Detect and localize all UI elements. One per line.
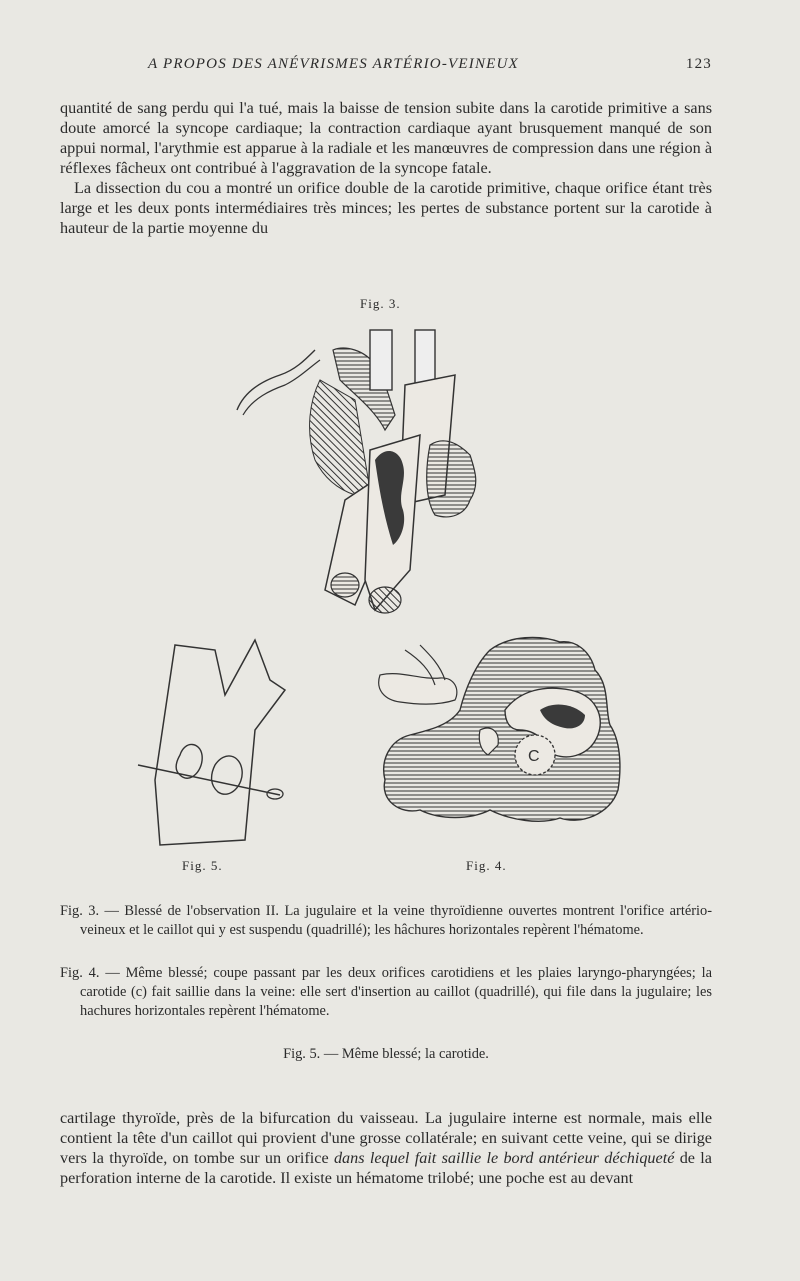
- figure-5-illustration: [130, 630, 300, 850]
- paragraph-top-line1: quantité de sang perdu qui l'a tué, mais la baisse de tension subite dans la carotide primitive a sans doute amorcé la syncope cardiaque; la contraction cardiaque ayant brusquement manqué de son appui normal, l'arythmie est apparue à la radiale et les manœuvres de compression dans une région à réflexes fâcheux ont contribué à l'aggravation de la syncope fatale.: [60, 99, 712, 177]
- running-title: A PROPOS DES ANÉVRISMES ARTÉRIO-VEINEUX: [148, 56, 519, 72]
- fig5-label: Fig. 5.: [182, 858, 223, 873]
- page-number: 123: [685, 56, 712, 72]
- caption-fig4: [60, 964, 712, 1021]
- figure-4-illustration: [360, 630, 630, 830]
- caption-fig5-text: Fig. 5. — Même blessé; la carotide.: [283, 1046, 489, 1062]
- paragraph-bottom-italic: dans lequel fait saillie le bord antérieur déchiqueté: [333, 1149, 675, 1167]
- caption-fig5: [60, 1045, 712, 1064]
- paragraph-bottom-start: cartilage thyroïde, près de la bifurcation du vaisseau. La jugulaire interne est normale, mais elle contient la tête d'un caillot qui provient d'une grosse collatérale; en suivant cette veine, qui se dirige vers la thyroïde, on tombe sur un orifice: [60, 1109, 712, 1167]
- caption-fig3: [60, 902, 712, 940]
- paragraph-bottom: [60, 1108, 712, 1188]
- caption-fig4-text: Fig. 4. — Même blessé; coupe passant par les deux orifices carotidiens et les plaies laryngo-pharyngées; la carotide (c) fait saillie dans la veine: elle sert d'insertion au caillot (quadrillé), qui file dans la jugulaire; les hachures horizontales repèrent l'hématome.: [60, 965, 712, 1019]
- fig4-label: Fig. 4.: [466, 858, 507, 873]
- caption-fig3-text: Fig. 3. — Blessé de l'observation II. La jugulaire et la veine thyroïdienne ouvertes montrent l'orifice artério-veineux et le caillot qui y est suspendu (quadrillé); les hâchures horizontales repèrent l'hématome.: [60, 903, 712, 938]
- fig3-label: Fig. 3.: [360, 296, 401, 311]
- fig4-c-label: C: [528, 748, 540, 765]
- paragraph-top-line2: La dissection du cou a montré un orifice double de la carotide primitive, chaque orifice étant très large et les deux ponts intermédiaires très minces; les pertes de substance portent sur la carotide à hauteur de la partie moyenne du: [60, 179, 712, 237]
- paragraph-bottom-end: de la perforation interne de la carotide. Il existe un hématome trilobé; une poche est au devant: [60, 1149, 712, 1187]
- paragraph-bottom-text: [60, 1108, 712, 1188]
- paragraph-top: [60, 98, 712, 238]
- figure-3-illustration: [225, 320, 495, 620]
- running-header: [60, 56, 712, 80]
